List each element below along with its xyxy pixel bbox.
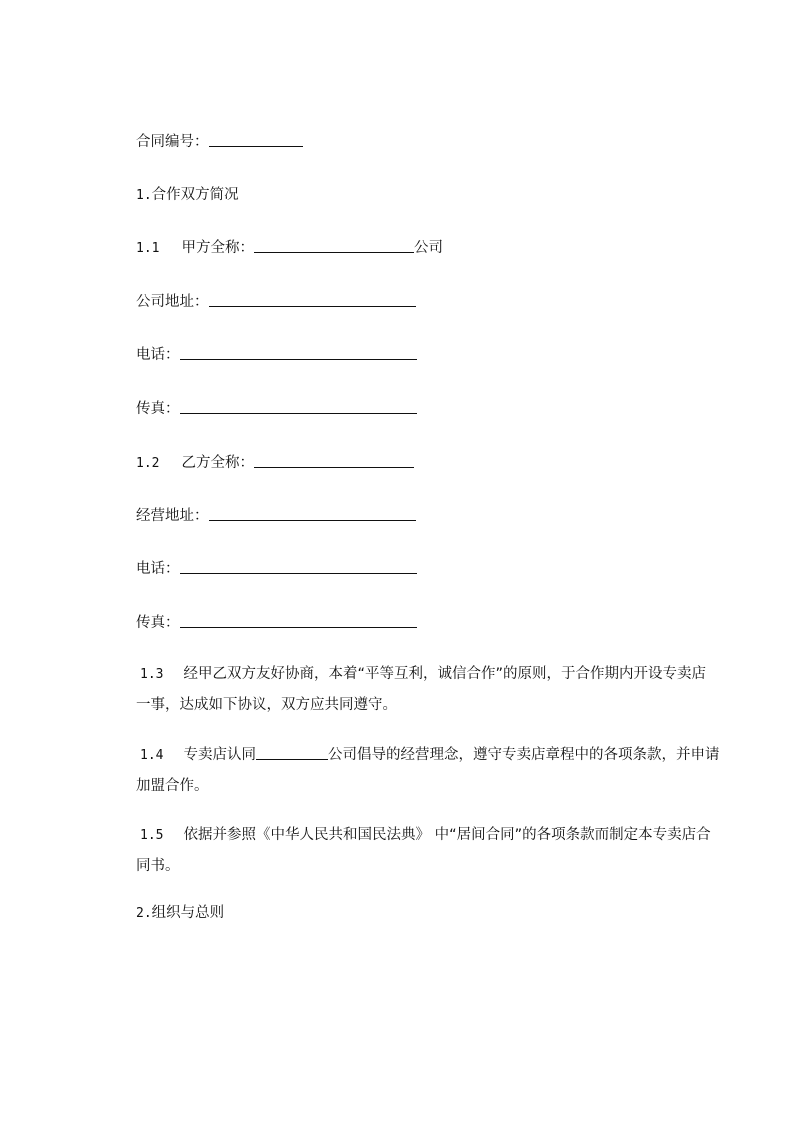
party-a-address-blank[interactable]: [209, 292, 416, 307]
clause-1-3: [136, 659, 716, 720]
section-1-number: 1.: [136, 188, 152, 203]
party-a-address-line: [136, 292, 416, 312]
contract-number-line: [136, 132, 303, 152]
clause-1-4-text-before: 专卖店认同: [183, 747, 256, 763]
party-a-fax-label: 传真：: [136, 401, 180, 417]
party-b-phone-label: 电话：: [136, 561, 180, 577]
party-b-fax-line: [136, 613, 417, 633]
section-1-heading: [136, 185, 239, 206]
contract-number-blank[interactable]: [209, 132, 303, 147]
clause-1-4: [136, 740, 726, 801]
section-2-number: 2.: [136, 906, 152, 921]
party-b-name-label: 乙方全称：: [181, 455, 254, 471]
party-b-name-blank[interactable]: [254, 453, 414, 468]
section-2-heading: [136, 903, 224, 924]
party-a-fax-line: [136, 399, 417, 419]
clause-1-4-text-after: 公司倡导的经营理念，遵守专卖店章程中的各项条款，并申请加盟合作。: [136, 747, 720, 794]
clause-1-5-text: 依据并参照《中华人民共和国民法典》 中“居间合同”的各项条款而制定本专卖店合同书。: [136, 827, 711, 874]
party-a-name-suffix: 公司: [413, 240, 443, 256]
party-a-name-line: [136, 238, 443, 259]
contract-number-label: 合同编号：: [136, 134, 209, 150]
party-a-address-label: 公司地址：: [136, 294, 209, 310]
party-a-phone-line: [136, 345, 417, 365]
party-b-fax-blank[interactable]: [180, 613, 417, 628]
party-a-name-label: 甲方全称：: [181, 240, 254, 256]
party-b-address-blank[interactable]: [209, 506, 416, 521]
clause-1-4-number: 1.4: [140, 748, 164, 763]
clause-1-4-company-blank[interactable]: [256, 745, 328, 760]
clause-1-1-number: 1.1: [136, 241, 160, 256]
party-a-name-blank[interactable]: [254, 238, 414, 253]
clause-1-2-number: 1.2: [136, 456, 160, 471]
party-b-name-line: [136, 453, 414, 474]
party-b-address-line: [136, 506, 416, 526]
clause-1-3-text: 经甲乙双方友好协商，本着“平等互利，诚信合作”的原则，于合作期内开设专卖店一事，达成如下协议，双方应共同遵守。: [136, 666, 707, 713]
section-2-title: 组织与总则: [151, 905, 225, 921]
party-b-phone-line: [136, 559, 417, 579]
clause-1-3-number: 1.3: [140, 667, 164, 682]
party-a-phone-label: 电话：: [136, 347, 180, 363]
party-b-phone-blank[interactable]: [180, 559, 417, 574]
clause-1-5: [136, 820, 716, 881]
party-b-address-label: 经营地址：: [136, 508, 209, 524]
party-a-fax-blank[interactable]: [180, 399, 417, 414]
party-b-fax-label: 传真：: [136, 615, 180, 631]
party-a-phone-blank[interactable]: [180, 345, 417, 360]
section-1-title: 合作双方简况: [151, 187, 239, 203]
clause-1-5-number: 1.5: [140, 828, 164, 843]
